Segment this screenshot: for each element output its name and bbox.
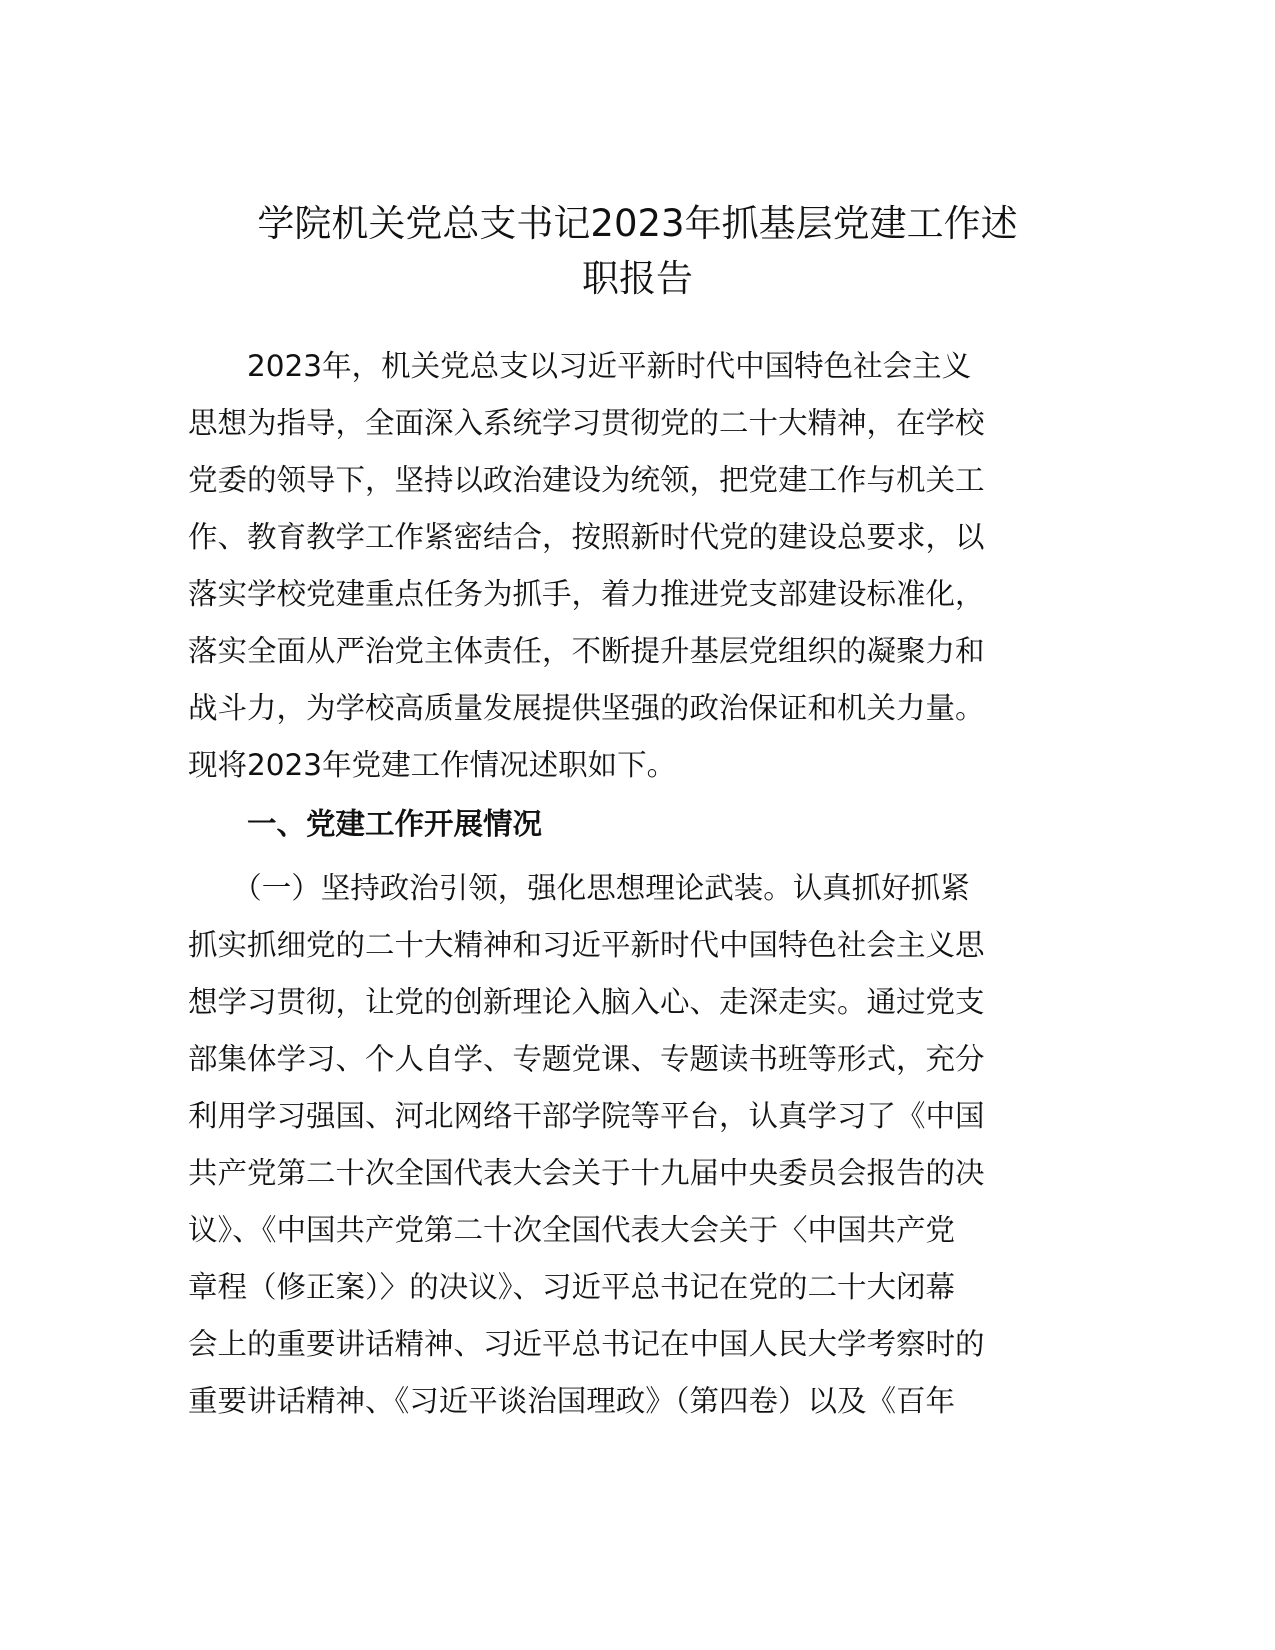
section-heading: 一、党建工作开展情况	[188, 807, 543, 841]
section-line-1: （一）坚持政治引领，强化思想理论武装。认真抓好抓紧	[188, 871, 970, 905]
section-line-4: 部集体学习、个人自学、专题党课、专题读书班等形式，充分	[188, 1042, 985, 1076]
title-line-2: 职报告	[582, 257, 693, 300]
intro-line-3: 党委的领导下，坚持以政治建设为统领，把党建工作与机关工	[188, 463, 985, 497]
section-line-2: 抓实抓细党的二十大精神和习近平新时代中国特色社会主义思	[188, 928, 985, 962]
document-title	[170, 196, 1105, 306]
section-line-8: 章程（修正案）〉的决议》、习近平总书记在党的二十大闭幕	[188, 1270, 956, 1304]
intro-line-1: 2023年，机关党总支以习近平新时代中国特色社会主义	[188, 349, 972, 383]
intro-line-7: 战斗力，为学校高质量发展提供坚强的政治保证和机关力量。	[188, 691, 985, 725]
section-line-7: 议》、《中国共产党第二十次全国代表大会关于〈中国共产党	[188, 1213, 956, 1247]
intro-line-6: 落实全面从严治党主体责任，不断提升基层党组织的凝聚力和	[188, 634, 985, 668]
intro-line-2: 思想为指导，全面深入系统学习贯彻党的二十大精神，在学校	[188, 406, 985, 440]
section-line-6: 共产党第二十次全国代表大会关于十九届中央委员会报告的决	[188, 1156, 985, 1190]
section-line-10: 重要讲话精神、《习近平谈治国理政》（第四卷）以及《百年	[188, 1384, 956, 1418]
section-line-9: 会上的重要讲话精神、习近平总书记在中国人民大学考察时的	[188, 1327, 985, 1361]
intro-line-8: 现将2023年党建工作情况述职如下。	[188, 748, 677, 782]
intro-line-5: 落实学校党建重点任务为抓手，着力推进党支部建设标准化，	[188, 577, 985, 611]
section-line-3: 想学习贯彻，让党的创新理论入脑入心、走深走实。通过党支	[188, 985, 985, 1019]
section-line-5: 利用学习强国、河北网络干部学院等平台，认真学习了《中国	[188, 1099, 985, 1133]
intro-line-4: 作、教育教学工作紧密结合，按照新时代党的建设总要求，以	[188, 520, 985, 554]
title-line-1: 学院机关党总支书记2023年抓基层党建工作述	[257, 202, 1018, 245]
